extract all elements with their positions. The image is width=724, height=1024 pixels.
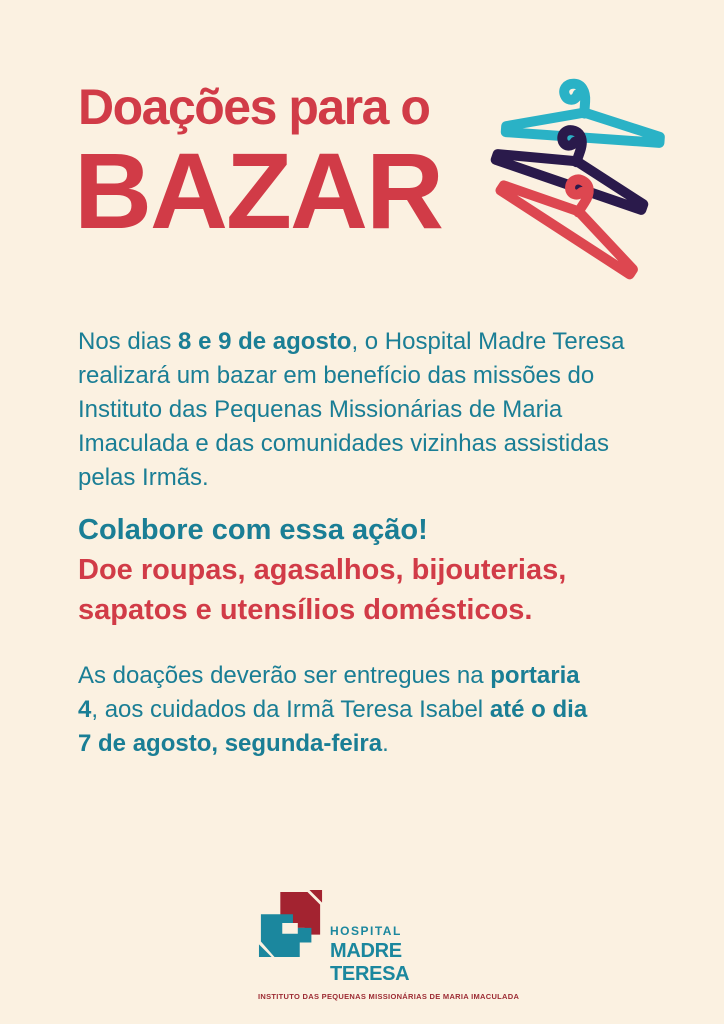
text-line: realizará um bazar em benefício das missões do xyxy=(78,362,595,389)
logo-hospital-label: HOSPITAL xyxy=(330,924,402,938)
title-line2: BAZAR xyxy=(74,130,442,251)
text-line: Imaculada e das comunidades vizinhas assistidas xyxy=(78,430,609,457)
logo-name-label: MADRE TERESA xyxy=(330,940,410,985)
hangers-illustration xyxy=(487,58,693,308)
text-line: Nos dias 8 e 9 de agosto, o Hospital Madre Teresa xyxy=(78,328,625,355)
hospital-logo xyxy=(258,886,520,1001)
cta-line-items: Doe roupas, agasalhos, bijouterias, xyxy=(78,554,567,586)
logo-mark-icon xyxy=(258,886,324,962)
page-title xyxy=(74,79,442,251)
cta-line-items2: sapatos e utensílios domésticos. xyxy=(78,594,533,626)
text-line: 7 de agosto, segunda-feira. xyxy=(78,730,389,757)
title-line1: Doações para o xyxy=(78,79,430,135)
logo-institute-label: INSTITUTO DAS PEQUENAS MISSIONÁRIAS DE MARIA IMACULADA xyxy=(258,992,520,1001)
text-line: pelas Irmãs. xyxy=(78,464,209,491)
delivery-paragraph xyxy=(78,659,587,761)
text-line: Instituto das Pequenas Missionárias de Maria xyxy=(78,396,563,423)
text-line: 4, aos cuidados da Irmã Teresa Isabel até o dia xyxy=(78,696,588,723)
cta-block xyxy=(78,510,566,630)
cta-heading: Colabore com essa ação! xyxy=(78,514,428,546)
text-line: As doações deverão ser entregues na portaria xyxy=(78,662,580,689)
intro-paragraph xyxy=(78,325,624,495)
